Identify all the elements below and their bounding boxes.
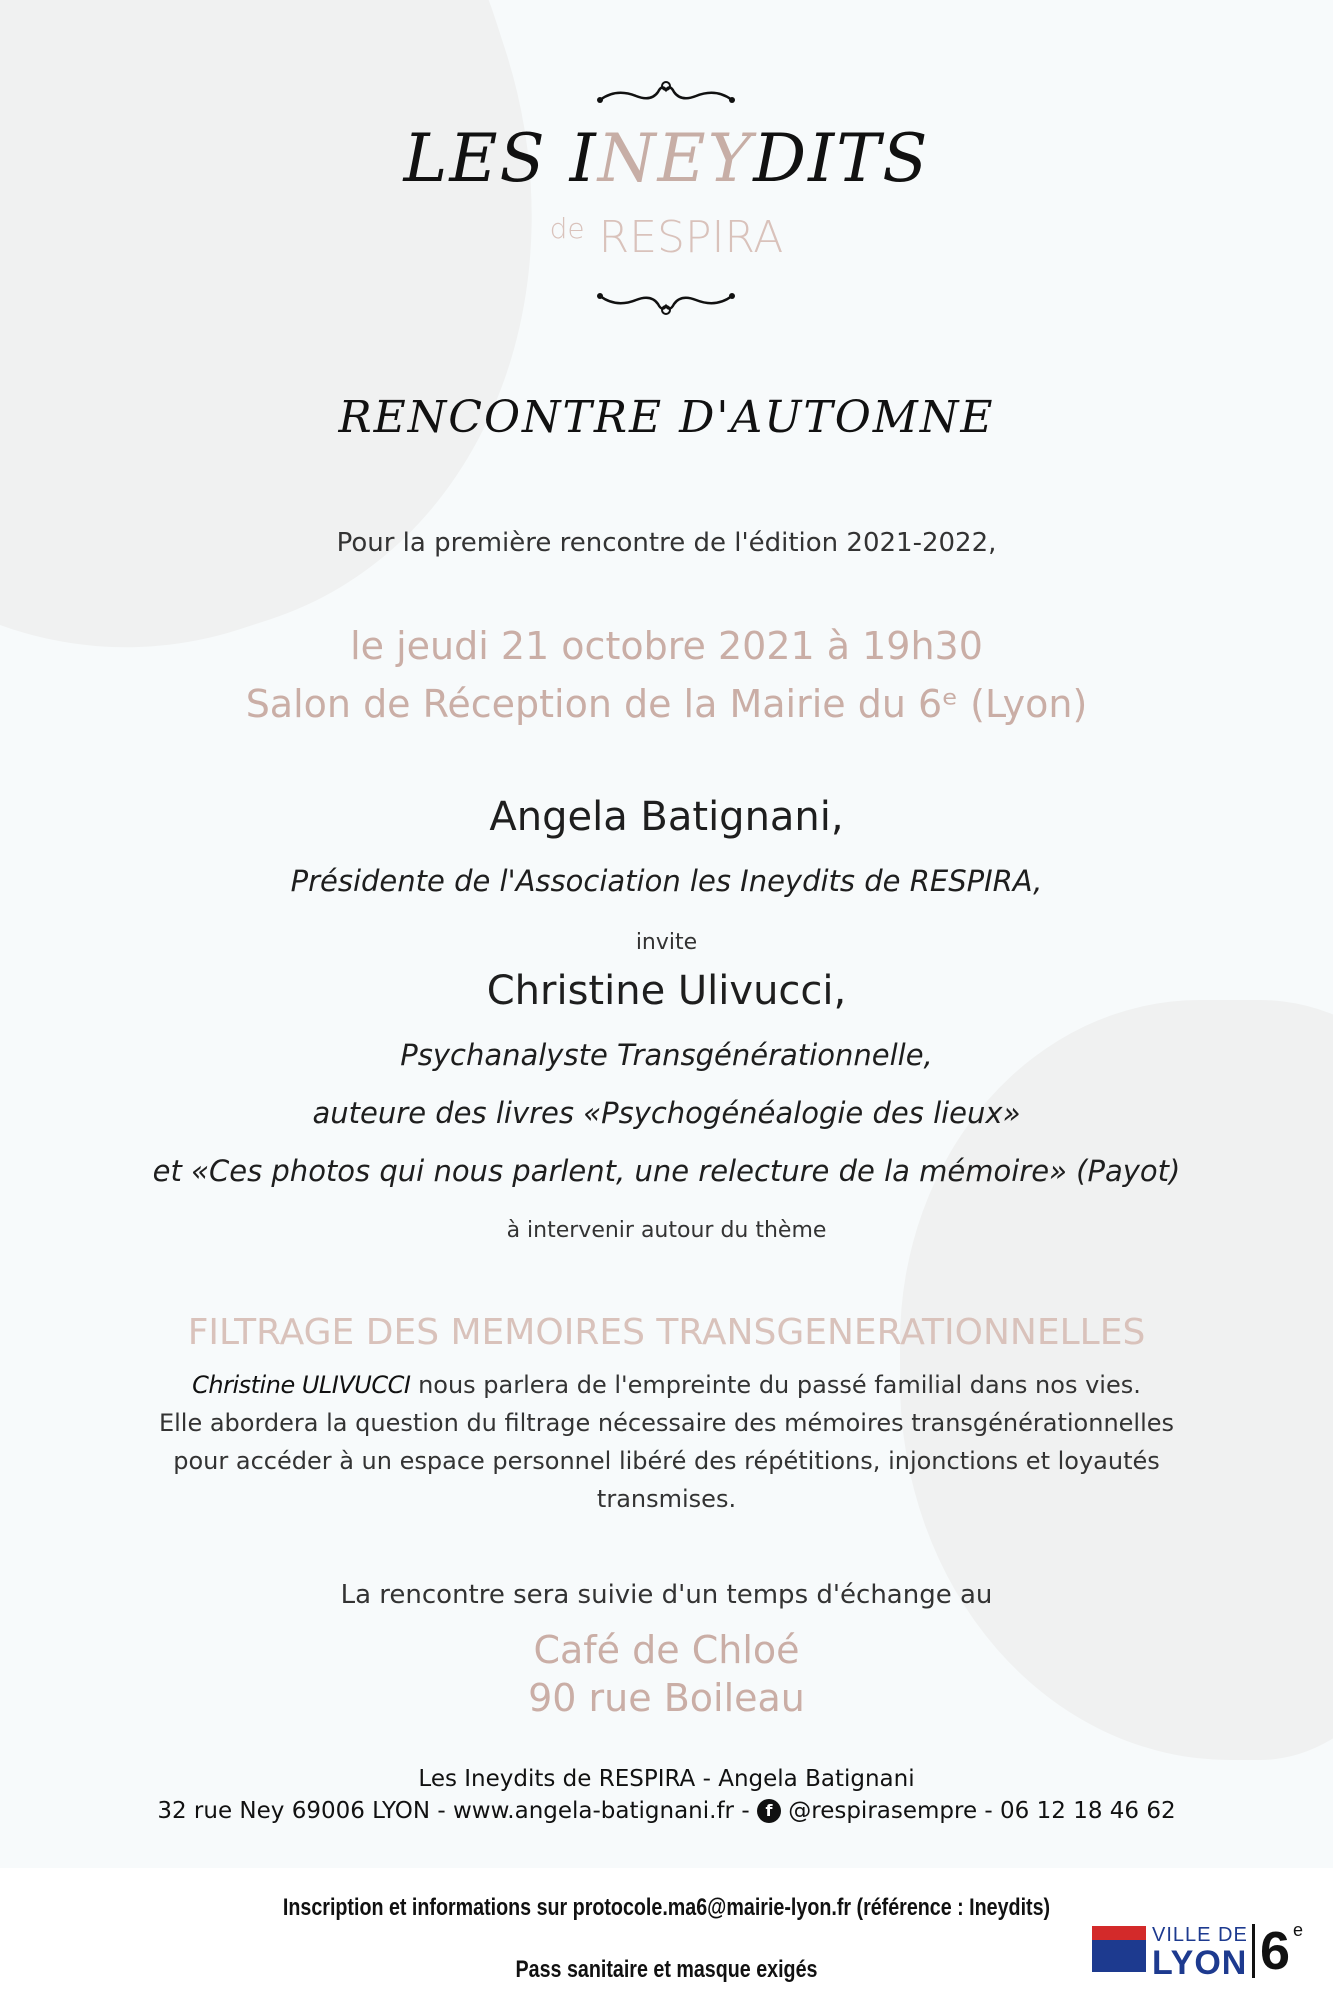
lyon-lion-icon [1092,1926,1146,1972]
footer-contact: 32 rue Ney 69006 LYON - www.angela-batignani.fr - f @respirasempre - 06 12 18 46 62 [157,1798,1176,1824]
description-line4: transmises. [596,1485,737,1513]
description-line1: Christine ULIVUCCI nous parlera de l'empreinte du passé familial dans nos vies. [192,1371,1141,1399]
venue-address: 90 rue Boileau [528,1676,805,1720]
pass-notice: Pass sanitaire et masque exigés [515,1956,818,1983]
guest-books-line2: et «Ces photos qui nous parlent, une relecture de la mémoire» (Payot) [152,1154,1181,1188]
guest-name: Christine Ulivucci, [486,968,847,1014]
ornament-bottom-icon [596,288,736,318]
theme-intro: à intervenir autour du thème [506,1218,827,1243]
description-line2: Elle abordera la question du filtrage nécessaire des mémoires transgénérationnelles [158,1409,1175,1437]
followup-intro: La rencontre sera suivie d'un temps d'échange au [340,1580,993,1610]
venue-name: Café de Chloé [533,1628,800,1672]
facebook-icon: f [757,1799,781,1823]
event-date: le jeudi 21 octobre 2021 à 19h30 [350,624,983,668]
host-name: Angela Batignani, [489,794,844,840]
footer-org: Les Ineydits de RESPIRA - Angela Batignani [418,1766,915,1792]
logo-arrondissement: 6 [1260,1921,1291,1981]
description-line3: pour accéder à un espace personnel libéré des répétitions, injonctions et loyautés [173,1447,1160,1475]
page-title: RENCONTRE D'AUTOMNE [338,392,995,443]
guest-role: Psychanalyste Transgénérationnelle, [400,1038,933,1072]
logo-subtitle: $^{de}$ RESPIRA [549,212,784,263]
invite-word: invite [635,930,698,955]
intro-text: Pour la première rencontre de l'édition 2021-2022, [336,528,997,558]
inscription-info: Inscription et informations sur protocole.ma6@mairie-lyon.fr (référence : Ineydits) [282,1894,1051,1921]
theme-title: FILTRAGE DES MEMOIRES TRANSGENERATIONNELLES [187,1312,1146,1353]
ornament-top-icon [596,78,736,108]
logo-divider [1252,1924,1255,1978]
logo-superscript: e [1293,1920,1304,1940]
description [0,1366,1333,1518]
logo-ville-text: VILLE DE [1152,1924,1248,1946]
host-role: Présidente de l'Association les Ineydits de RESPIRA, [290,864,1043,898]
guest-books-line1: auteure des livres «Psychogénéalogie des lieux» [312,1096,1021,1130]
logo-title: LES INEYDITS [403,120,930,197]
logo-lyon-text: LYON [1152,1944,1248,1982]
event-place: Salon de Réception de la Mairie du 6ᵉ (Lyon) [245,682,1088,726]
ville-de-lyon-logo [1088,1918,1308,1988]
speaker-name: Christine ULIVUCCI [192,1371,411,1399]
